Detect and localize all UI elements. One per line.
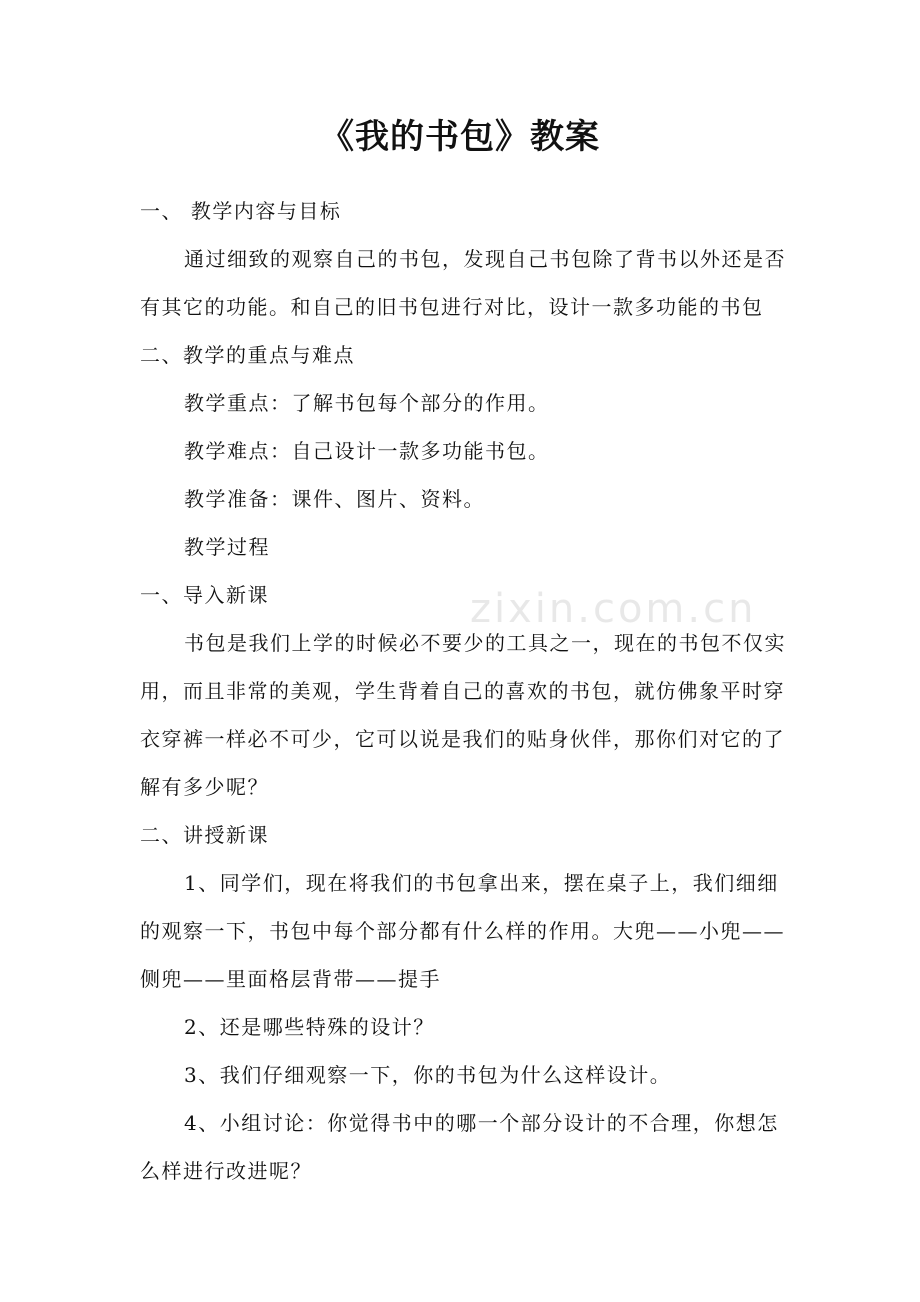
process-heading: 教学过程 [184,535,270,559]
watermark: zixin.com.cn [470,586,757,632]
lesson-item-2: 2、还是哪些特殊的设计？ [184,1015,435,1039]
key-point-line: 教学重点：了解书包每个部分的作用。 [184,391,550,415]
section-heading-introduction: 一、导入新课 [140,583,269,607]
document-body [140,187,790,1195]
difficulty-line: 教学难点：自己设计一款多功能书包。 [184,439,550,463]
introduction-paragraph: 书包是我们上学的时候必不要少的工具之一，现在的书包不仅实用，而且非常的美观，学生背着自己的喜欢的书包，就仿佛象平时穿衣穿裤一样必不可少，它可以说是我们的贴身伙伴，那你们对它的了解有多少呢？ [140,631,786,799]
document-title: 《我的书包》教案 [320,117,600,157]
lesson-item-3: 3、我们仔细观察一下，你的书包为什么这样设计。 [184,1063,672,1087]
preparation-line: 教学准备：课件、图片、资料。 [184,487,485,511]
lesson-item-1: 1、同学们，现在将我们的书包拿出来，摆在桌子上，我们细细的观察一下，书包中每个部分都有什么样的作用。大兜——小兜——侧兜——里面格层背带——提手 [140,871,785,991]
section-heading-new-lesson: 二、讲授新课 [140,823,269,847]
section-heading-key-points: 二、教学的重点与难点 [140,343,355,367]
lesson-item-4: 4、小组讨论：你觉得书中的哪一个部分设计的不合理，你想怎么样进行改进呢？ [140,1111,779,1183]
section-heading-objectives: 一、 教学内容与目标 [140,199,342,223]
objectives-paragraph: 通过细致的观察自己的书包，发现自己书包除了背书以外还是否有其它的功能。和自己的旧书包进行对比，设计一款多功能的书包 [140,247,786,319]
